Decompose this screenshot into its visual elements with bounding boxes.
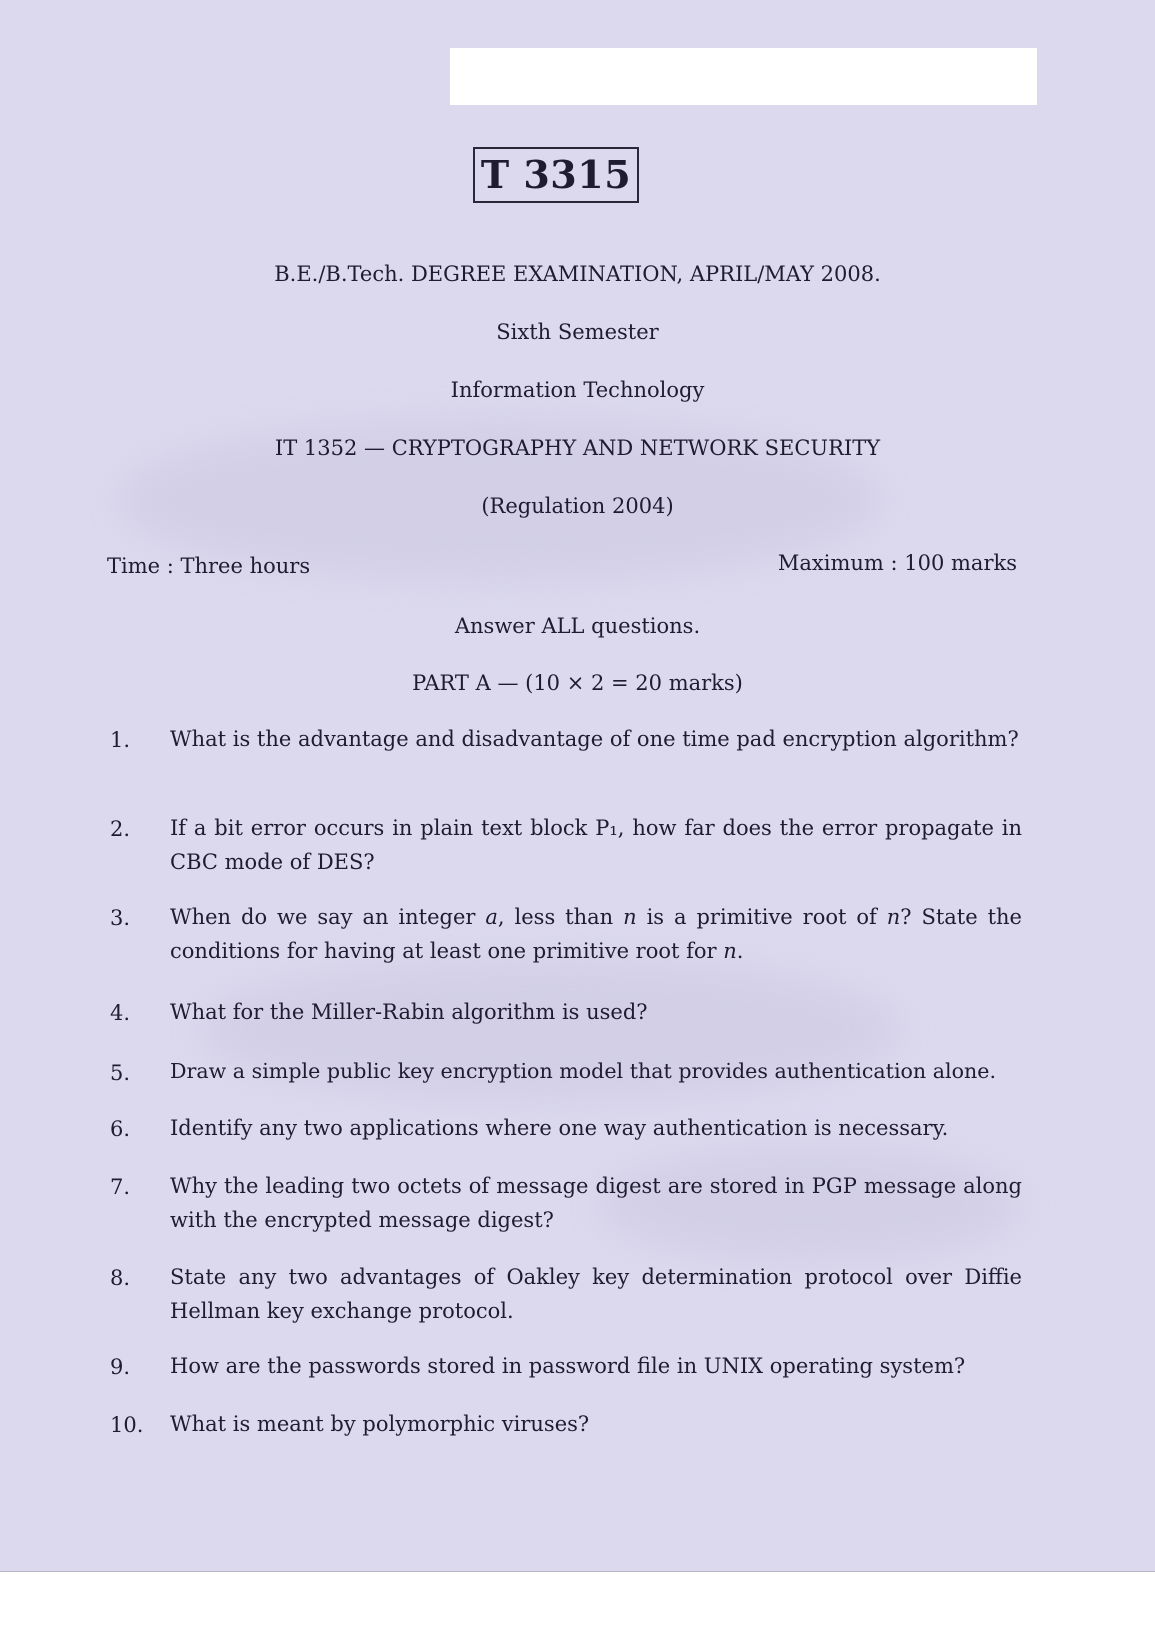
question-number: 7. [110,1175,131,1199]
question-text: What is the advantage and disadvantage of one time pad encryption algorithm? [170,727,1019,751]
question-number: 5. [110,1061,131,1085]
part-heading: PART A — (10 × 2 = 20 marks) [412,671,743,695]
question-number: 3. [110,906,131,930]
instruction-line: Answer ALL questions. [454,614,701,638]
time-label: Time : Three hours [107,554,311,578]
semester-line: Sixth Semester [496,320,659,344]
question-text: Why the leading two octets of message digest are stored in PGP message along with the encrypted message digest? [170,1174,1022,1232]
question-text: Draw a simple public key encryption model that provides authentication alone. [170,1059,996,1083]
question-number: 9. [110,1355,131,1379]
question-text-part: . [736,939,744,963]
question-text: What is meant by polymorphic viruses? [170,1412,590,1436]
max-marks-label: Maximum : 100 marks [777,551,1017,575]
subject-title: IT 1352 — CRYPTOGRAPHY AND NETWORK SECURITY [274,436,881,460]
scan-margin [0,1572,1155,1628]
exam-code-box: T 3315 [473,147,639,203]
question-text-part: , less than [497,905,624,929]
degree-line: B.E./B.Tech. DEGREE EXAMINATION, APRIL/MAY 2008. [274,262,881,286]
question-text [170,900,1022,968]
math-variable: a [485,905,498,929]
question-text: Identify any two applications where one way authentication is necessary. [170,1116,949,1140]
question-text: What for the Miller-Rabin algorithm is used? [170,1000,648,1024]
question-number: 6. [110,1117,131,1141]
math-variable: n [723,939,737,963]
question-text-part: ? State the conditions for having at least one primitive root for [170,905,1022,963]
question-number: 8. [110,1266,131,1290]
question-text: How are the passwords stored in password file in UNIX operating system? [170,1354,966,1378]
regulation-line: (Regulation 2004) [481,494,674,518]
question-text: If a bit error occurs in plain text block P₁, how far does the error propagate in CBC mode of DES? [170,816,1022,874]
department-line: Information Technology [450,378,705,402]
question-number: 2. [110,817,131,841]
question-number: 10. [110,1413,144,1437]
redaction-box [450,48,1037,105]
question-text: State any two advantages of Oakley key determination protocol over Diffie Hellman key exchange protocol. [170,1265,1022,1323]
math-variable: n [623,905,637,929]
question-number: 4. [110,1001,131,1025]
question-text-part: is a primitive root of [636,905,887,929]
question-text-part: When do we say an integer [170,905,486,929]
math-variable: n [886,905,901,929]
question-number: 1. [110,728,131,752]
